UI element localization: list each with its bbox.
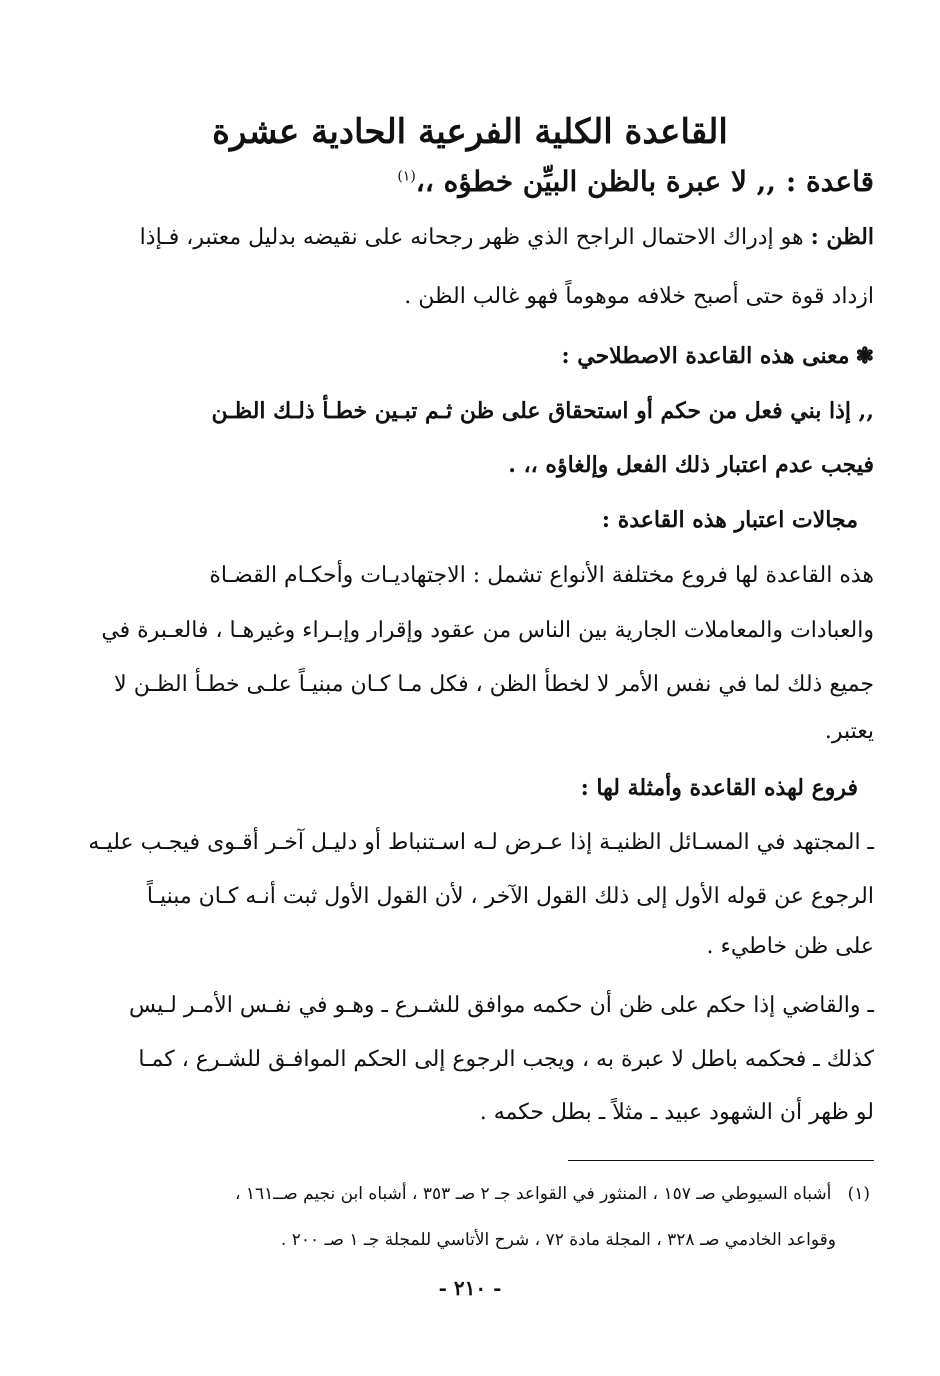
meaning-line-2: فيجب عدم اعتبار ذلك الفعل وإلغاؤه ،، .: [508, 452, 874, 478]
example-1-line-2: الرجوع عن قوله الأول إلى ذلك القول الآخر ، لأن القول الأول ثبت أنـه كـان مبنيـاً: [146, 884, 874, 909]
example-2-line-2: كذلك ـ فحكمه باطل لا عبرة به ، ويجب الرجوع إلى الحكم الموافـق للشـرع ، كمـا: [138, 1047, 874, 1072]
definition-text-1: هو إدراك الاحتمال الراجح الذي ظهر رجحانه على نقيضه بدليل معتبر، فـإذا: [139, 225, 804, 250]
example-1-line-1: ـ المجتهد في المسـائل الظنيـة إذا عـرض لـه اسـتنباط أو دليـل آخـر أقـوى فيجـب عليـه: [88, 830, 874, 855]
footnote-text-1: أشباه السيوطي صـ ١٥٧ ، المنثور في القواعد جـ ٢ صـ ٣٥٣ ، أشباه ابن نجيم صــ١٦١ ،: [234, 1184, 832, 1204]
rule-label: قاعدة :: [785, 165, 874, 198]
example-2-line-3: لو ظهر أن الشهود عبيد ـ مثلاً ـ بطل حكمه .: [479, 1100, 874, 1125]
example-2-line-1: ـ والقاضي إذا حكم على ظن أن حكمه موافق للشـرع ـ وهـو في نفـس الأمـر لـيس: [129, 993, 874, 1018]
definition-term: الظن :: [810, 224, 874, 250]
meaning-heading: معنى هذه القاعدة الاصطلاحي :: [561, 343, 850, 369]
footnote-divider: [568, 1160, 874, 1161]
footnote-reference: (١): [397, 168, 416, 185]
footnote-line-2: وقواعد الخادمي صـ ٣٢٨ ، المجلة مادة ٧٢ ، شرح الأتاسي للمجلة جـ ١ صـ ٢٠٠ .: [280, 1230, 836, 1250]
scope-line-2: والعبادات والمعاملات الجارية بين الناس من عقود وإقرار وإبـراء وغيرهـا ، فالعـبرة في: [101, 618, 874, 643]
meaning-line-1: ,, إذا بني فعل من حكم أو استحقاق على ظن ثـم تبـين خطـأ ذلـك الظـن: [211, 398, 874, 424]
rule-text: ,, لا عبرة بالظن البيِّن خطؤه ،،: [415, 165, 777, 198]
footnote-line-1: [235, 1184, 870, 1204]
meaning-heading-row: [561, 343, 874, 369]
scope-line-3: جميع ذلك لما في نفس الأمر لا لخطأ الظن ، فكل مـا كـان مبنيـاً علـى خطـأ الظـن لا: [114, 672, 874, 697]
scope-line-1: هذه القاعدة لها فروع مختلفة الأنواع تشمل : الاجتهاديـات وأحكـام القضـاة: [209, 563, 874, 588]
page-number: - ٢١٠ -: [438, 1276, 502, 1300]
scope-heading: مجالات اعتبار هذه القاعدة :: [601, 507, 858, 533]
examples-heading: فروع لهذه القاعدة وأمثلة لها :: [580, 775, 858, 801]
example-1-line-3: على ظن خاطيء .: [706, 934, 874, 959]
rule-statement: [397, 165, 874, 198]
footnote-marker: (١): [847, 1184, 870, 1204]
scope-line-4: يعتبر.: [824, 719, 874, 744]
definition-line-2: ازداد قوة حتى أصبح خلافه موهوماً فهو غالب الظن .: [404, 284, 874, 309]
flower-star-icon: ❃: [855, 343, 874, 369]
chapter-heading: القاعدة الكلية الفرعية الحادية عشرة: [212, 112, 728, 152]
definition-line-1: [76, 224, 874, 250]
